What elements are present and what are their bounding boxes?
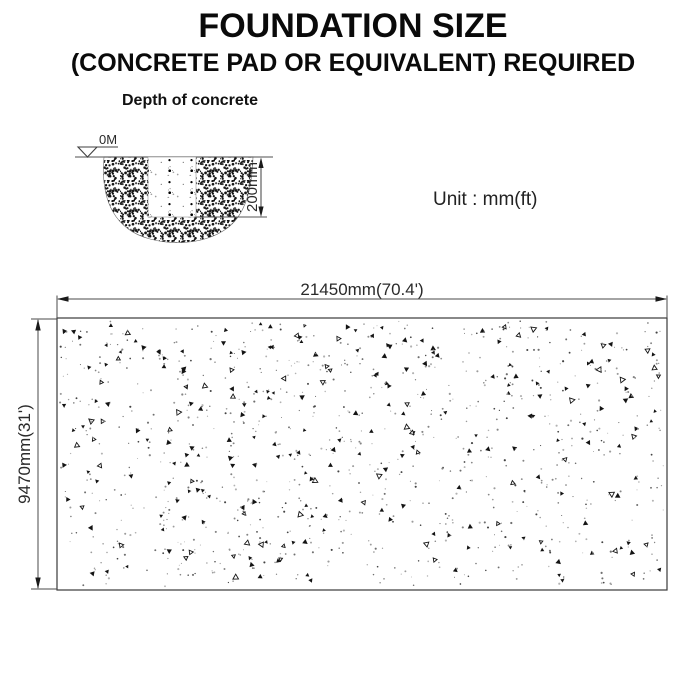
width-dimension-label: 21450mm(70.4') [300, 280, 424, 299]
page-subtitle: (CONCRETE PAD OR EQUIVALENT) REQUIRED [70, 49, 636, 77]
depth-of-concrete-label: Depth of concrete [122, 92, 259, 109]
page-title: FOUNDATION SIZE [198, 7, 508, 45]
arrowhead-right-icon [656, 296, 668, 301]
concrete-pad-cross-section [148, 157, 196, 217]
plan-view [15, 280, 667, 590]
arrowhead-up-icon [35, 319, 40, 331]
datum-triangle-icon [78, 147, 97, 157]
datum-label: 0M [99, 132, 118, 147]
depth-dimension-label: 200mm [244, 161, 261, 213]
unit-note: Unit : mm(ft) [433, 189, 538, 210]
arrowhead-left-icon [57, 296, 69, 301]
arrowhead-down-icon [35, 578, 40, 590]
cross-section-diagram [75, 132, 273, 243]
height-dimension-label: 9470mm(31') [15, 404, 34, 504]
